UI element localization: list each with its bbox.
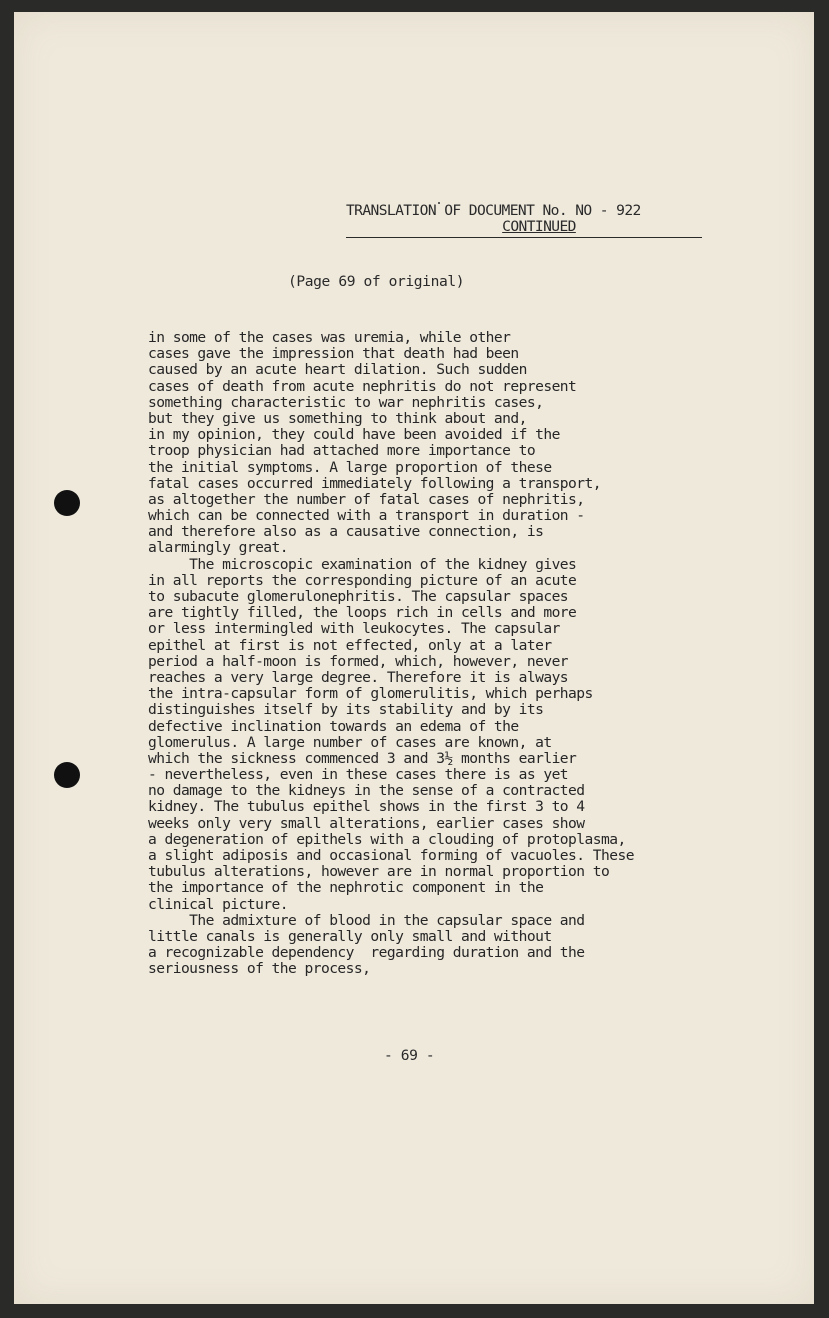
text-line: in my opinion, they could have been avoided if the bbox=[148, 426, 560, 444]
text-line: The microscopic examination of the kidney gives bbox=[148, 555, 577, 573]
text-line: no damage to the kidneys in the sense of a contracted bbox=[148, 782, 585, 800]
text-line: The admixture of blood in the capsular space and bbox=[148, 911, 585, 929]
continued-label: CONTINUED bbox=[502, 218, 576, 235]
text-line: in some of the cases was uremia, while other bbox=[148, 329, 511, 346]
text-line: fatal cases occurred immediately following a transport, bbox=[148, 474, 601, 492]
page-reference: (Page 69 of original) bbox=[288, 273, 465, 290]
text-line: a slight adiposis and occasional forming of vacuoles. These bbox=[148, 847, 634, 864]
text-line: reaches a very large degree. Therefore it is always bbox=[148, 668, 569, 686]
text-line: weeks only very small alterations, earlier cases show bbox=[148, 814, 585, 832]
text-line: kidney. The tubulus epithel shows in the first 3 to 4 bbox=[148, 798, 585, 816]
text-line: cases of death from acute nephritis do not represent bbox=[148, 377, 577, 395]
document-title: TRANSLATION OF DOCUMENT No. NO - 922 bbox=[346, 202, 641, 219]
text-line: to subacute glomerulonephritis. The capsular spaces bbox=[148, 588, 569, 605]
text-line: troop physician had attached more importance to bbox=[148, 442, 536, 460]
punch-hole-bottom bbox=[54, 762, 80, 788]
text-line: which the sickness commenced 3 and 3½ months earlier bbox=[148, 749, 577, 767]
text-line: the importance of the nephrotic component in the bbox=[148, 879, 544, 897]
text-line: glomerulus. A large number of cases are known, at bbox=[148, 733, 552, 751]
text-line: cases gave the impression that death had been bbox=[148, 345, 519, 363]
text-line: epithel at first is not effected, only at a later bbox=[148, 636, 552, 654]
text-line: a degeneration of epithels with a clouding of protoplasma, bbox=[148, 830, 626, 848]
text-line: or less intermingled with leukocytes. The capsular bbox=[148, 620, 560, 638]
page-number: - 69 - bbox=[384, 1047, 435, 1064]
text-line: but they give us something to think about and, bbox=[148, 409, 527, 427]
text-line: caused by an acute heart dilation. Such sudden bbox=[148, 361, 527, 379]
body-text bbox=[148, 330, 748, 978]
punch-hole-top bbox=[54, 490, 80, 516]
text-line: alarmingly great. bbox=[148, 539, 289, 557]
text-line: defective inclination towards an edema of the bbox=[148, 717, 519, 735]
text-line: are tightly filled, the loops rich in cells and more bbox=[148, 604, 577, 622]
text-line: the initial symptoms. A large proportion of these bbox=[148, 458, 552, 476]
text-line: little canals is generally only small and without bbox=[148, 927, 552, 945]
text-line: the intra-capsular form of glomerulitis, which perhaps bbox=[148, 685, 593, 703]
document-header bbox=[346, 203, 702, 235]
text-line: tubulus alterations, however are in normal proportion to bbox=[148, 863, 610, 881]
text-line: which can be connected with a transport in duration - bbox=[148, 507, 585, 525]
header-rule bbox=[346, 237, 702, 238]
text-line: period a half-moon is formed, which, however, never bbox=[148, 652, 569, 670]
text-line: in all reports the corresponding picture of an acute bbox=[148, 571, 577, 589]
text-line: a recognizable dependency regarding duration and the bbox=[148, 944, 585, 962]
text-line: and therefore also as a causative connection, is bbox=[148, 523, 544, 541]
text-line: seriousness of the process, bbox=[148, 960, 371, 978]
text-line: as altogether the number of fatal cases of nephritis, bbox=[148, 490, 585, 508]
text-line: distinguishes itself by its stability and by its bbox=[148, 701, 544, 719]
text-line: - nevertheless, even in these cases there is as yet bbox=[148, 766, 569, 784]
text-line: something characteristic to war nephritis cases, bbox=[148, 393, 544, 411]
text-line: clinical picture. bbox=[148, 895, 289, 913]
